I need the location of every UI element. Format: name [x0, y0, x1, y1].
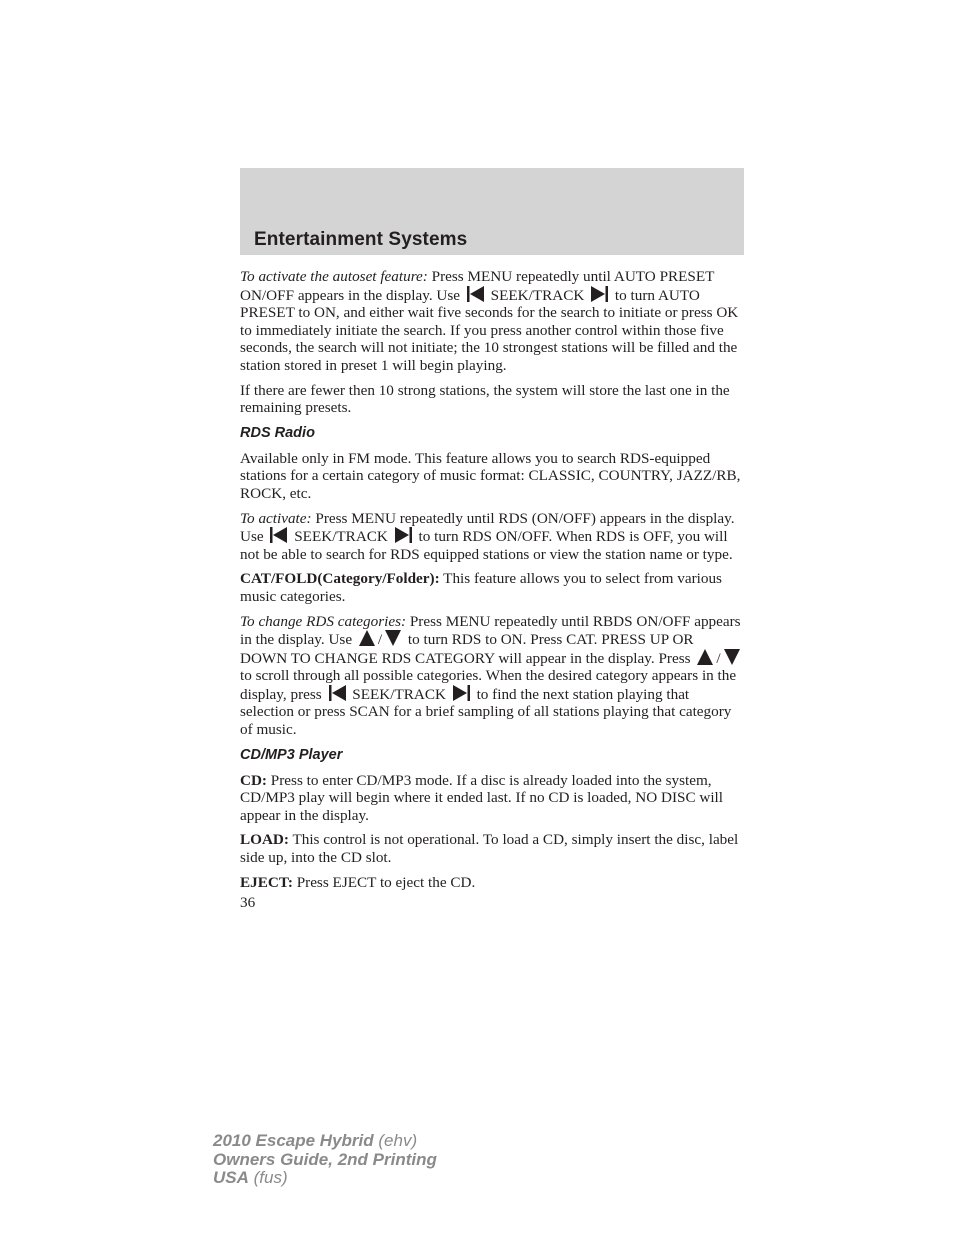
cd-text: Press to enter CD/MP3 mode. If a disc is already loaded into the system, CD/MP3 play will begin where it ended last. If no CD is loaded, NO DISC will appear in the display. — [240, 771, 723, 824]
section-title: Entertainment Systems — [254, 229, 468, 250]
load-label: LOAD: — [240, 831, 289, 849]
autoset-text-1: Press MENU repeatedly until AUTO PRESET ON/OFF appears in the display. Use — [240, 268, 715, 304]
rds-activate-text-3: to turn RDS ON/OFF. When RDS is OFF, you will not be able to search for RDS equipped stations or view the station name or type. — [240, 528, 733, 563]
seek-forward-icon — [453, 685, 470, 701]
footer-model: 2010 Escape Hybrid — [213, 1131, 374, 1150]
eject-label: EJECT: — [240, 873, 293, 891]
rds-activate-text-2: SEEK/TRACK — [294, 528, 388, 546]
rds-activate-text-1: Press MENU repeatedly until RDS (ON/OFF) appears in the display. Use — [240, 509, 735, 546]
page-number: 36 — [240, 894, 256, 912]
rds-activate-paragraph — [240, 510, 744, 564]
change-categories-paragraph — [240, 613, 744, 739]
autoset-paragraph — [240, 268, 744, 375]
cd-paragraph — [240, 772, 744, 825]
up-arrow-icon — [697, 649, 713, 665]
fewer-stations-paragraph: If there are fewer then 10 strong stations, the system will store the last one in the remaining presets. — [240, 381, 730, 417]
arrow-separator: / — [377, 631, 383, 649]
cdmp3-heading: CD/MP3 Player — [240, 746, 343, 763]
catfold-label: CAT/FOLD(Category/Folder): — [240, 570, 440, 588]
document-footer — [213, 1132, 437, 1188]
autoset-text-3: to turn AUTO PRESET to ON, and either wait five seconds for the search to initiate or press OK to immediately initiate the search. If you press another control within those five seconds, the search will not initiate; the 10 strongest stations will be filled and the station stored in preset 1 will begin playing. — [240, 286, 739, 374]
footer-guide: Owners Guide, 2nd Printing — [213, 1149, 437, 1169]
change-text-5: to find the next station playing that selection or press SCAN for a brief sampling of all stations playing that category of music. — [240, 685, 732, 739]
footer-line-1 — [213, 1132, 437, 1151]
change-text-1: Press MENU repeatedly until RBDS ON/OFF appears in the display. Use — [240, 612, 741, 649]
eject-text: Press EJECT to eject the CD. — [296, 873, 476, 891]
catfold-text: This feature allows you to select from various music categories. — [240, 570, 722, 605]
footer-market: USA — [213, 1168, 249, 1187]
arrow-separator: / — [716, 649, 721, 667]
change-text-4: SEEK/TRACK — [352, 685, 446, 703]
footer-market-code: (fus) — [253, 1168, 288, 1187]
change-categories-lead: To change RDS categories: — [240, 612, 407, 630]
page-content — [240, 268, 744, 919]
footer-line-3 — [213, 1169, 437, 1188]
seek-back-icon — [329, 685, 346, 701]
down-arrow-icon — [724, 649, 740, 665]
autoset-lead: To activate the autoset feature: — [240, 268, 428, 285]
load-paragraph — [240, 831, 744, 866]
seek-forward-icon — [395, 527, 412, 543]
rds-radio-heading: RDS Radio — [240, 424, 315, 441]
catfold-paragraph — [240, 570, 744, 605]
change-text-2: to turn RDS to ON. Press CAT. PRESS UP OR DOWN TO CHANGE RDS CATEGORY will appear in the display. Press — [240, 631, 694, 667]
footer-model-code: (ehv) — [378, 1131, 418, 1150]
footer-line-2 — [213, 1151, 437, 1170]
load-text: This control is not operational. To load a CD, simply insert the disc, label side up, into the CD slot. — [240, 831, 739, 867]
up-arrow-icon — [359, 630, 375, 646]
seek-forward-icon — [591, 286, 608, 302]
eject-paragraph — [240, 874, 744, 892]
cd-label: CD: — [240, 771, 267, 789]
change-text-3: to scroll through all possible categories. When the desired category appears in the display, press — [240, 667, 737, 703]
rds-activate-lead: To activate: — [240, 509, 312, 527]
autoset-text-2: SEEK/TRACK — [490, 286, 585, 304]
down-arrow-icon — [385, 630, 401, 646]
seek-back-icon — [467, 286, 484, 302]
rds-available-paragraph: Available only in FM mode. This feature allows you to search RDS-equipped stations for a certain category of music format: CLASSIC, COUNTRY, JAZZ/RB, ROCK, etc. — [240, 449, 741, 502]
section-header-band — [240, 168, 744, 255]
seek-back-icon — [270, 527, 287, 543]
